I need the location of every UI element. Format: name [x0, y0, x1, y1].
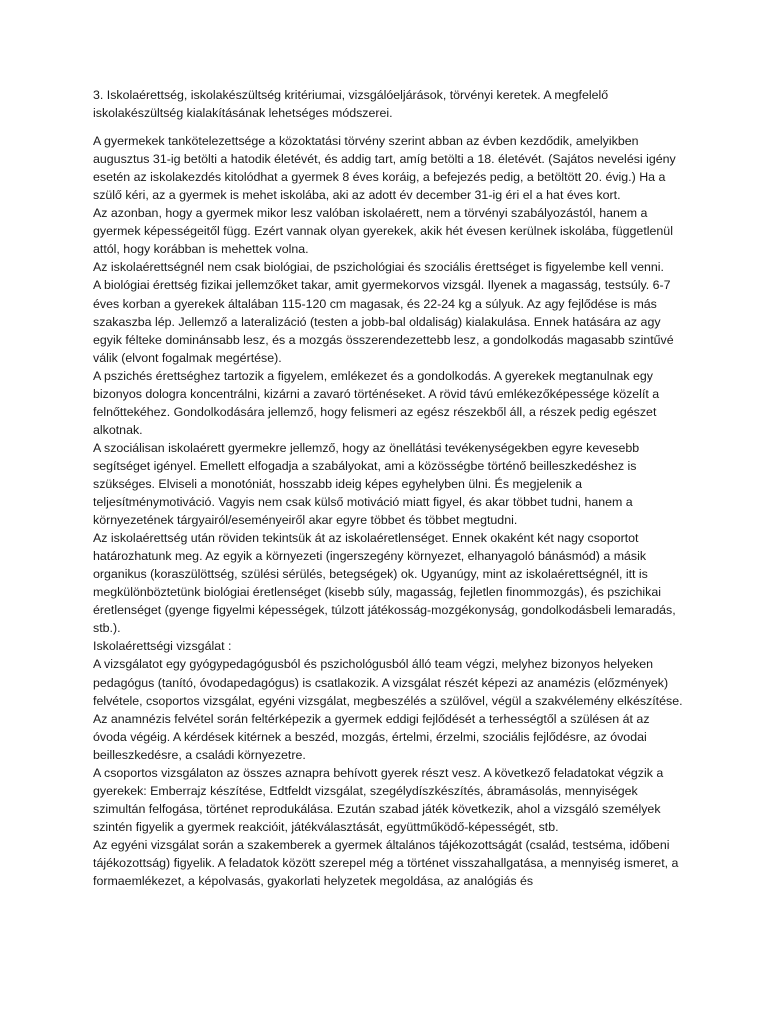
- paragraph-social-readiness: A szociálisan iskolaérett gyermekre jellemző, hogy az önellátási tevékenységekben egyre kevesebb segítséget igényel. Emellett elfogadja a szabályokat, ami a közösségbe történő beilleszkedéshez is szükséges. Elviseli a monotóniát, hosszabb ideig képes egyhelyben ülni. És megjelenik a teljesítménymotiváció. Vagyis nem csak külső motiváció miatt figyel, és akar többet tudni, hanem a környezetének tárgyairól/eseményeiről akar egyre többet és többet megtudni.: [93, 440, 640, 528]
- paragraph-group-test: A csoportos vizsgálaton az összes aznapra behívott gyerek részt vesz. A következő feladatokat végzik a gyerekek: Emberrajz készítése, Edtfeldt vizsgálat, szegélydíszkészítés, ábramásolás, mennyiségek szimultán felfogása, történet reprodukálása. Ezután szabad játék következik, ahol a vizsgáló személyek szintén figyelik a gyermek reakcióit, játékválasztását, együttműködő-képességét, stb.: [93, 765, 664, 834]
- paragraph-individual-test: Az egyéni vizsgálat során a szakemberek a gyermek általános tájékozottságát (család, testséma, időbeni tájékozottság) figyelik. A feladatok között szerepel még a történet visszahallgatása, a mennyiség ismeret, a formaemlékezet, a képolvasás, gyakorlati helyzetek megoldása, az analógiás és: [93, 837, 679, 889]
- subheading-readiness-test: Iskolaérettségi vizsgálat :: [93, 639, 232, 654]
- paragraph-biological-readiness: A biológiai érettség fizikai jellemzőket takar, amit gyermekorvos vizsgál. Ilyenek a magasság, testsúly. 6-7 éves korban a gyerekek általában 115-120 cm magasak, és 22-24 kg a súlyuk. Az agy fejlődése is más szakaszba lép. Jellemző a lateralizáció (testen a jobb-bal oldaliság) kialakulása. Ennek hatására az agy egyik félteke dominánsabb lesz, és a mozgás összerendezettebb lesz, a gondolkodás magasabb szintűvé válik (elvont fogalmak megértése).: [93, 278, 674, 365]
- paragraph-readiness-abilities: Az azonban, hogy a gyermek mikor lesz valóban iskolaérett, nem a törvényi szabályozástól, hanem a gyermek képességeitől függ. Ezért vannak olyan gyerekek, akik hét évesen kerülnek iskolába, függetlenül attól, hogy korábban is mehettek volna.: [93, 206, 673, 257]
- paragraph-psychological-readiness: A pszichés érettséghez tartozik a figyelem, emlékezet és a gondolkodás. A gyerekek megtanulnak egy bizonyos dologra koncentrálni, kizárni a zavaró történéseket. A rövid távú emlékezőképessége közelít a felnőttekéhez. Gondolkodására jellemző, hogy felismeri az egész részekből áll, a részek pedig egészet alkotnak.: [93, 368, 660, 437]
- paragraph-school-obligation: A gyermekek tankötelezettsége a közoktatási törvény szerint abban az évben kezdődik, amelyikben augusztus 31-ig betölti a hatodik életévét, és addig tart, amíg betölti a 18. életévét. (Sajátos nevelési igény esetén az iskolakezdés kitolódhat a gyermek 8 éves koráig, a befejezés pedig, a betöltött 20. évig.) Ha a szülő kéri, az a gyermek is mehet iskolába, aki az adott év december 31-ig éri el a hat éves kort.: [93, 134, 676, 203]
- document-page: [93, 86, 683, 890]
- paragraph-anamnesis: Az anamnézis felvétel során feltérképezik a gyermek eddigi fejlődését a terhességtől a szülésen át az óvoda végéig. A kérdések kitérnek a beszéd, mozgás, értelmi, érzelmi, szociális fejlődésre, az óvodai beilleszkedésre, a családi környezetre.: [93, 711, 650, 762]
- paragraph-immaturity: Az iskolaérettség után röviden tekintsük át az iskolaéretlenséget. Ennek okaként két nagy csoportot határozhatunk meg. Az egyik a környezeti (ingerszegény környezet, elhanyagoló bánásmód) a másik organikus (koraszülöttség, szülési sérülés, betegségek) ok. Ugyanúgy, mint az iskolaérettségnél, itt is megkülönböztetünk biológiai éretlenséget (kisebb súly, magasság, fejletlen finommozgás), és pszichikai éretlenséget (gyenge figyelmi képességek, túlzott játékosság-mozgékonyság, gondolkodásbeli lemaradás, stb.).: [93, 531, 676, 636]
- section-heading: 3. Iskolaérettség, iskolakészültség kritériumai, vizsgálóeljárások, törvényi keretek. A megfelelő iskolakészültség kialakításának lehetséges módszerei.: [93, 88, 609, 121]
- paragraph-readiness-aspects: Az iskolaérettségnél nem csak biológiai, de pszichológiai és szociális érettséget is figyelembe kell venni.: [93, 260, 664, 275]
- paragraph-test-team: A vizsgálatot egy gyógypedagógusból és pszichológusból álló team végzi, melyhez bizonyos helyeken pedagógus (tanító, óvodapedagógus) is csatlakozik. A vizsgálat részét képezi az anamézis (előzmények) felvétele, csoportos vizsgálat, egyéni vizsgálat, megbeszélés a szülővel, végül a szakvélemény elkészítése.: [93, 657, 683, 708]
